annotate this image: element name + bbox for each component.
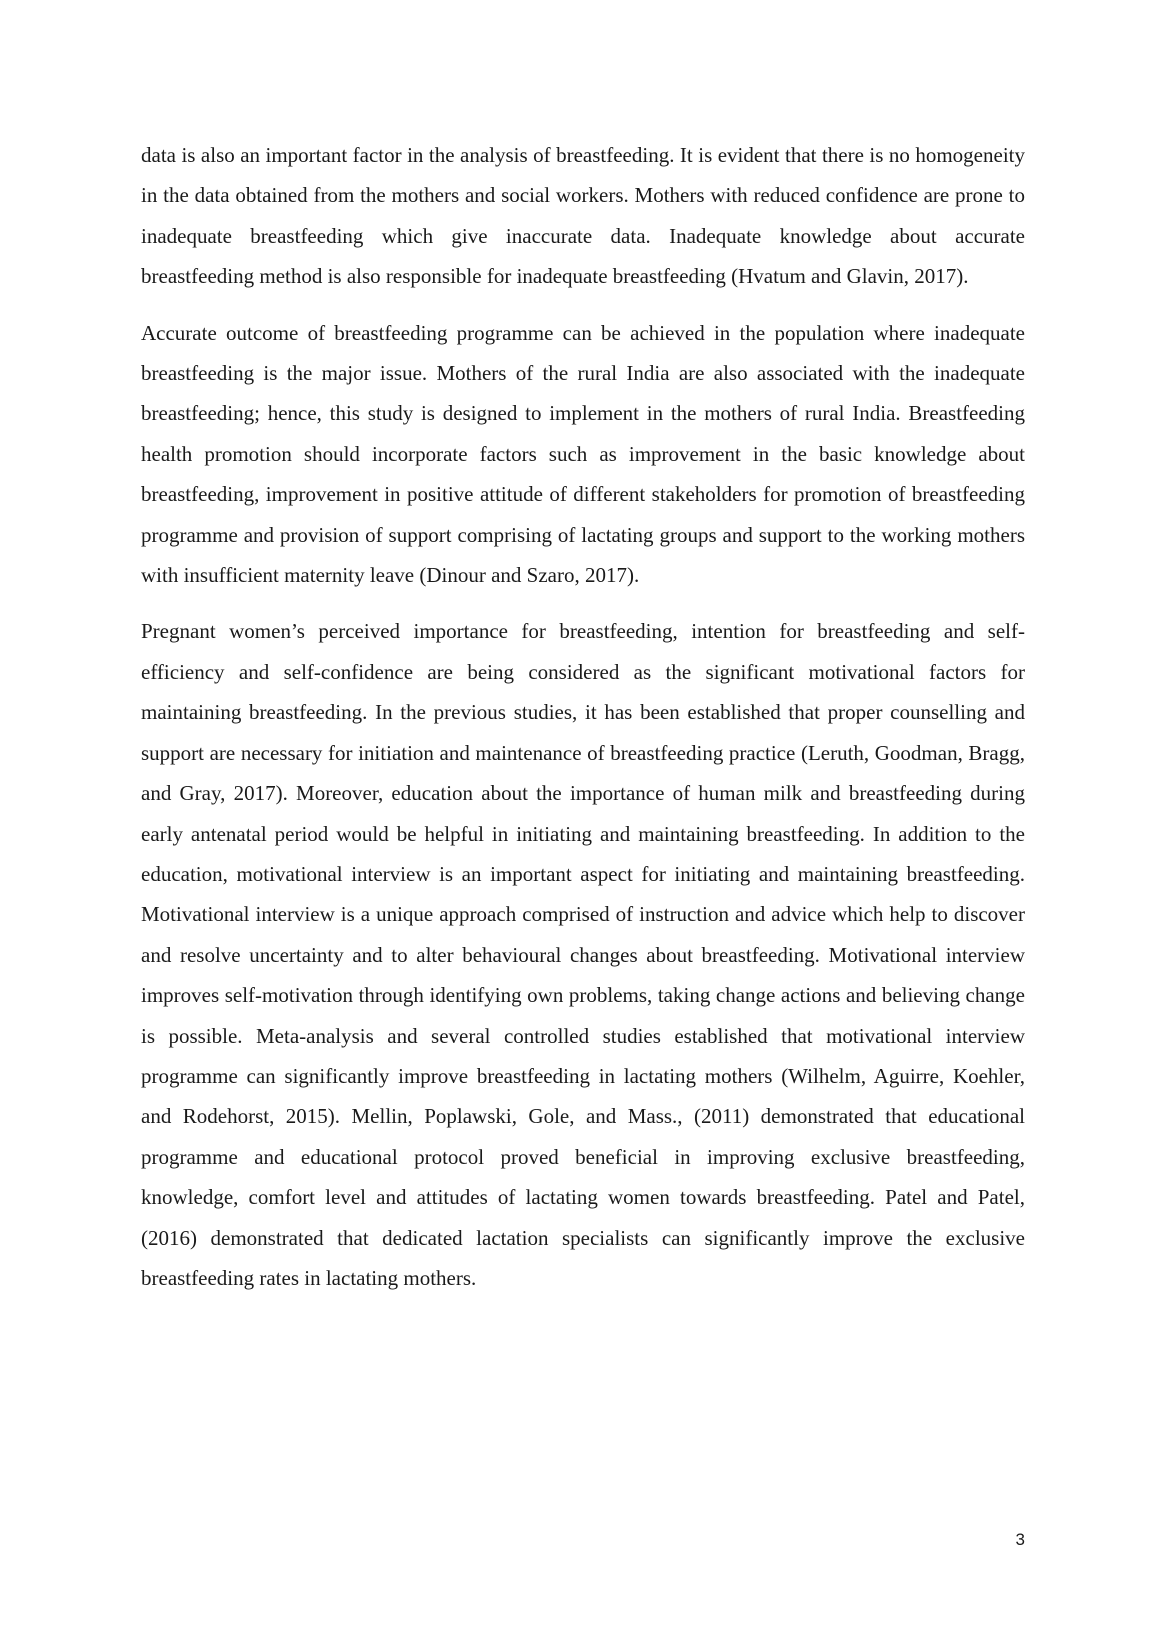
- body-text: [141, 135, 1025, 1314]
- paragraph-2: Accurate outcome of breastfeeding programme can be achieved in the population where inadequate breastfeeding is the major issue. Mothers of the rural India are also associated with the inadequate breastfeeding; hence, this study is designed to implement in the mothers of rural India. Breastfeeding health promotion should incorporate factors such as improvement in the basic knowledge about breastfeeding, improvement in positive attitude of different stakeholders for promotion of breastfeeding programme and provision of support comprising of lactating groups and support to the working mothers with insufficient maternity leave (Dinour and Szaro, 2017).: [141, 320, 1025, 588]
- paragraph-1: data is also an important factor in the analysis of breastfeeding. It is evident that there is no homogeneity in the data obtained from the mothers and social workers. Mothers with reduced confidence are prone to inadequate breastfeeding which give inaccurate data. Inadequate knowledge about accurate breastfeeding method is also responsible for inadequate breastfeeding (Hvatum and Glavin, 2017).: [141, 143, 1025, 289]
- page-number: 3: [1015, 1530, 1025, 1549]
- paragraph-3: Pregnant women’s perceived importance for breastfeeding, intention for breastfeeding and self-efficiency and self-confidence are being considered as the significant motivational factors for maintaining breastfeeding. In the previous studies, it has been established that proper counselling and support are necessary for initiation and maintenance of breastfeeding practice (Leruth, Goodman, Bragg, and Gray, 2017). Moreover, education about the importance of human milk and breastfeeding during early antenatal period would be helpful in initiating and maintaining breastfeeding. In addition to the education, motivational interview is an important aspect for initiating and maintaining breastfeeding. Motivational interview is a unique approach comprised of instruction and advice which help to discover and resolve uncertainty and to alter behavioural changes about breastfeeding. Motivational interview improves self-motivation through identifying own problems, taking change actions and believing change is possible. Meta-analysis and several controlled studies established that motivational interview programme can significantly improve breastfeeding in lactating mothers (Wilhelm, Aguirre, Koehler, and Rodehorst, 2015). Mellin, Poplawski, Gole, and Mass., (2011) demonstrated that educational programme and educational protocol proved beneficial in improving exclusive breastfeeding, knowledge, comfort level and attitudes of lactating women towards breastfeeding. Patel and Patel, (2016) demonstrated that dedicated lactation specialists can significantly improve the exclusive breastfeeding rates in lactating mothers.: [141, 619, 1025, 1290]
